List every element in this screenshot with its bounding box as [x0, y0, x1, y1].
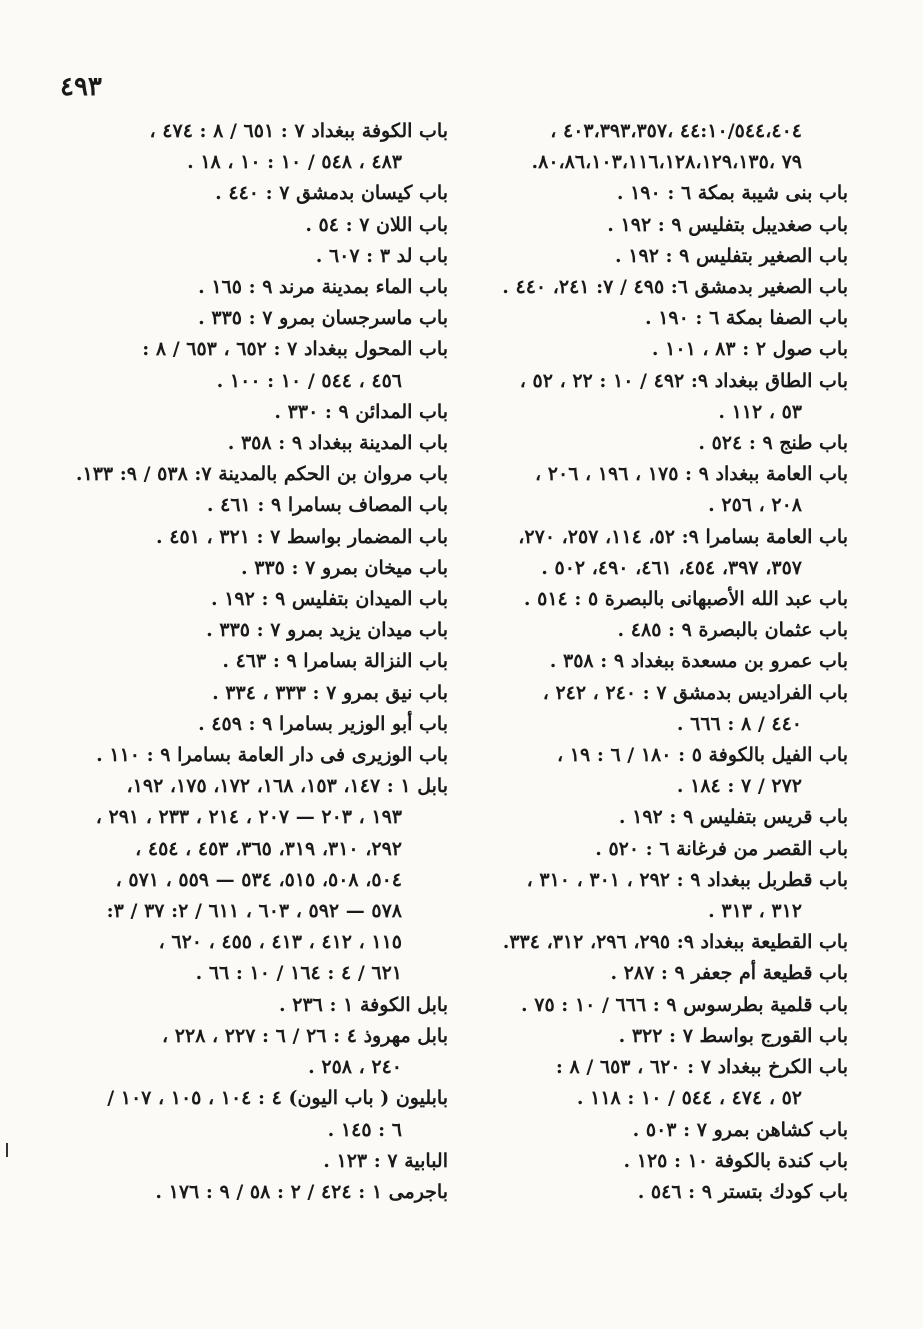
- index-entry: باب أبو الوزير بسامرا ٩ : ٤٥٩ .: [198, 712, 448, 735]
- index-entry-continuation: ٤٥٦ ، ٥٤٤ / ١٠ : ١٠٠ .: [216, 369, 402, 392]
- index-column-left: [75, 116, 448, 1208]
- index-entry: باب قريس بتفليس ٩ : ١٩٢ .: [618, 806, 848, 829]
- index-entry: باب الماء بمدينة مرند ٩ : ١٦٥ .: [198, 276, 448, 299]
- index-entry: باب اللان ٧ : ٥٤ .: [305, 213, 448, 236]
- index-entry: باب القورج بواسط ٧ : ٣٢٢ .: [618, 1024, 848, 1047]
- index-entry-continuation: ٥٠٤، ٥٠٨، ٥١٥، ٥٣٤ — ٥٥٩ ، ٥٧١ ،: [115, 868, 402, 891]
- index-entry: باجرمى ١ : ٤٢٤ / ٢ : ٥٨ / ٩ : ١٧٦ .: [155, 1180, 448, 1203]
- index-entry-continuation: ٢٩٢، ٣١٠، ٣١٩، ٣٦٥، ٤٥٣ ، ٤٥٤ ،: [135, 837, 402, 860]
- index-entry: باب الفيل بالكوفة ٥ : ١٨٠ / ٦ : ١٩ ،: [557, 744, 848, 767]
- index-entry: بابل ١ : ١٤٧، ١٥٣، ١٦٨، ١٧٢، ١٧٥، ١٩٢،: [126, 775, 448, 798]
- index-entry-continuation: ٢٧٢ / ٧ : ١٨٤ .: [676, 775, 802, 798]
- index-entry: البابية ٧ : ١٢٣ .: [323, 1149, 448, 1172]
- index-entry: باب صول ٢ : ٨٣ ، ١٠١ .: [651, 338, 848, 361]
- index-entry: باب الصغير بدمشق ٦: ٤٩٥ / ٧: ٢٤١، ٤٤٠ .: [502, 276, 848, 299]
- index-entry: باب قطربل ببغداد ٩ : ٢٩٢ ، ٣٠١ ، ٣١٠ ،: [526, 868, 848, 891]
- index-entry: باب كودك بتستر ٩ : ٥٤٦ .: [637, 1180, 848, 1203]
- index-entry: باب كيسان بدمشق ٧ : ٤٤٠ .: [215, 182, 448, 205]
- index-entry: بابل مهروذ ٤ : ٢٦ / ٦ : ٢٢٧ ، ٢٢٨ ،: [162, 1024, 448, 1047]
- margin-mark: [6, 1143, 8, 1157]
- index-entry: باب عمرو بن مسعدة ببغداد ٩ : ٣٥٨ .: [549, 650, 848, 673]
- index-entry: باب المصاف بسامرا ٩ : ٤٦١ .: [206, 494, 448, 517]
- index-entry: باب المدينة ببغداد ٩ : ٣٥٨ .: [227, 432, 448, 455]
- index-entry: بابليون ( باب اليون) ٤ : ١٠٤ ، ١٠٥ ، ١٠٧ /: [107, 1087, 448, 1110]
- index-entry-continuation: ٥٧٨ — ٥٩٢ ، ٦٠٣ ، ٦١١ / ٢: ٣٧ / ٣:: [106, 900, 402, 923]
- index-entry: باب بنى شيبة بمكة ٦ : ١٩٠ .: [616, 182, 848, 205]
- index-entry-continuation: ٤٤:١٠/٥٤٤،٤٠٤ ،٤٠٣،٣٩٣،٣٥٧ ،: [550, 120, 802, 142]
- index-entry: باب نيق بمرو ٧ : ٣٣٣ ، ٣٣٤ .: [212, 681, 448, 704]
- index-entry: باب لد ٣ : ٦٠٧ .: [315, 244, 448, 267]
- index-entry-continuation: ٤٨٣ ، ٥٤٨ / ١٠ : ١٠ ، ١٨ .: [187, 151, 402, 174]
- index-entry-continuation: ٣١٢ ، ٣١٣ .: [708, 900, 802, 923]
- index-entry: باب الكرخ ببغداد ٧ : ٦٢٠ ، ٦٥٣ / ٨ :: [555, 1056, 848, 1079]
- index-entry: باب القطيعة ببغداد ٩: ٢٩٥، ٢٩٦، ٣١٢، ٣٣٤.: [502, 931, 848, 954]
- index-entry-continuation: ٢٤٠ ، ٢٥٨ .: [308, 1056, 402, 1079]
- index-entry: باب الفراديس بدمشق ٧ : ٢٤٠ ، ٢٤٢ ،: [542, 681, 848, 704]
- index-entry: باب المحول ببغداد ٧ : ٦٥٢ ، ٦٥٣ / ٨ :: [142, 338, 448, 361]
- index-entry-continuation: ٦ : ١٤٥ .: [327, 1118, 402, 1141]
- index-entry: باب الكوفة ببغداد ٧ : ٦٥١ / ٨ : ٤٧٤ ،: [149, 120, 448, 142]
- index-entry: باب عبد الله الأصبهانى بالبصرة ٥ : ٥١٤ .: [523, 588, 848, 611]
- index-entry-continuation: ١١٥ ، ٤١٢ ، ٤١٣ ، ٤٥٥ ، ٦٢٠ ،: [158, 931, 402, 954]
- index-entry: باب قلمية بطرسوس ٩ : ٦٦٦ / ١٠ : ٧٥ .: [521, 993, 848, 1016]
- index-entry: باب الوزيرى فى دار العامة بسامرا ٩ : ١١٠ .: [96, 744, 448, 767]
- index-entry-continuation: ٥٢ ، ٤٧٤ ، ٥٤٤ / ١٠ : ١١٨ .: [576, 1087, 802, 1110]
- index-entry-continuation: ٧٩ ،٨٠،٨٦،١٠٣،١١٦،١٢٨،١٢٩،١٣٥.: [531, 151, 802, 174]
- index-entry: باب القصر من فرغانة ٦ : ٥٢٠ .: [595, 837, 848, 860]
- index-entry-continuation: ٦٢١ / ٤ : ١٦٤ / ١٠ : ٦٦ .: [195, 962, 402, 985]
- index-entry: باب كندة بالكوفة ١٠ : ١٢٥ .: [623, 1149, 848, 1172]
- index-entry: باب الطاق ببغداد ٩: ٤٩٢ / ١٠ : ٢٢ ، ٥٢ ،: [519, 369, 848, 392]
- index-entry: باب ميخان بمرو ٧ : ٣٣٥ .: [241, 556, 448, 579]
- index-entry-continuation: ١٩٣ ، ٢٠٣ — ٢٠٧ ، ٢١٤ ، ٢٣٣ ، ٢٩١ ،: [95, 806, 402, 829]
- index-entry: باب النزالة بسامرا ٩ : ٤٦٣ .: [222, 650, 448, 673]
- index-entry-continuation: ٢٠٨ ، ٢٥٦ .: [708, 494, 802, 517]
- index-entry: باب المدائن ٩ : ٣٣٠ .: [274, 400, 448, 423]
- index-entry: باب الصفا بمكة ٦ : ١٩٠ .: [644, 307, 848, 330]
- index-entry-continuation: ٥٣ ، ١١٢ .: [718, 400, 802, 423]
- index-entry: باب عثمان بالبصرة ٩ : ٤٨٥ .: [617, 619, 848, 642]
- index-entry: باب طنج ٩ : ٥٢٤ .: [698, 432, 848, 455]
- index-entry: باب صغديبل بتفليس ٩ : ١٩٢ .: [607, 213, 848, 236]
- index-entry: باب الميدان بتفليس ٩ : ١٩٢ .: [210, 588, 448, 611]
- index-entry-continuation: ٤٤٠ / ٨ : ٦٦٦ .: [676, 712, 802, 735]
- index-entry: باب الصغير بتفليس ٩ : ١٩٢ .: [615, 244, 848, 267]
- index-entry: باب مروان بن الحكم بالمدينة ٧: ٥٣٨ / ٩: ١٣٣.: [75, 463, 448, 486]
- index-entry-continuation: ٣٥٧، ٣٩٧، ٤٥٤، ٤٦١، ٤٩٠، ٥٠٢ .: [541, 556, 802, 579]
- page-number: ٤٩٣: [60, 72, 102, 102]
- index-entry: باب ميدان يزيد بمرو ٧ : ٣٣٥ .: [206, 619, 448, 642]
- index-entry: باب كشاهن بمرو ٧ : ٥٠٣ .: [632, 1118, 848, 1141]
- index-entry: باب العامة ببغداد ٩ : ١٧٥ ، ١٩٦ ، ٢٠٦ ،: [535, 463, 848, 486]
- index-entry: باب ماسرجسان بمرو ٧ : ٣٣٥ .: [198, 307, 448, 330]
- index-entry: بابل الكوفة ١ : ٢٣٦ .: [279, 993, 448, 1016]
- index-entry: باب قطيعة أم جعفر ٩ : ٢٨٧ .: [610, 962, 848, 985]
- index-entry: باب العامة بسامرا ٩: ٥٢، ١١٤، ٢٥٧، ٢٧٠،: [518, 525, 848, 548]
- index-entry: باب المضمار بواسط ٧ : ٣٢١ ، ٤٥١ .: [156, 525, 448, 548]
- index-column-right: [478, 116, 848, 1208]
